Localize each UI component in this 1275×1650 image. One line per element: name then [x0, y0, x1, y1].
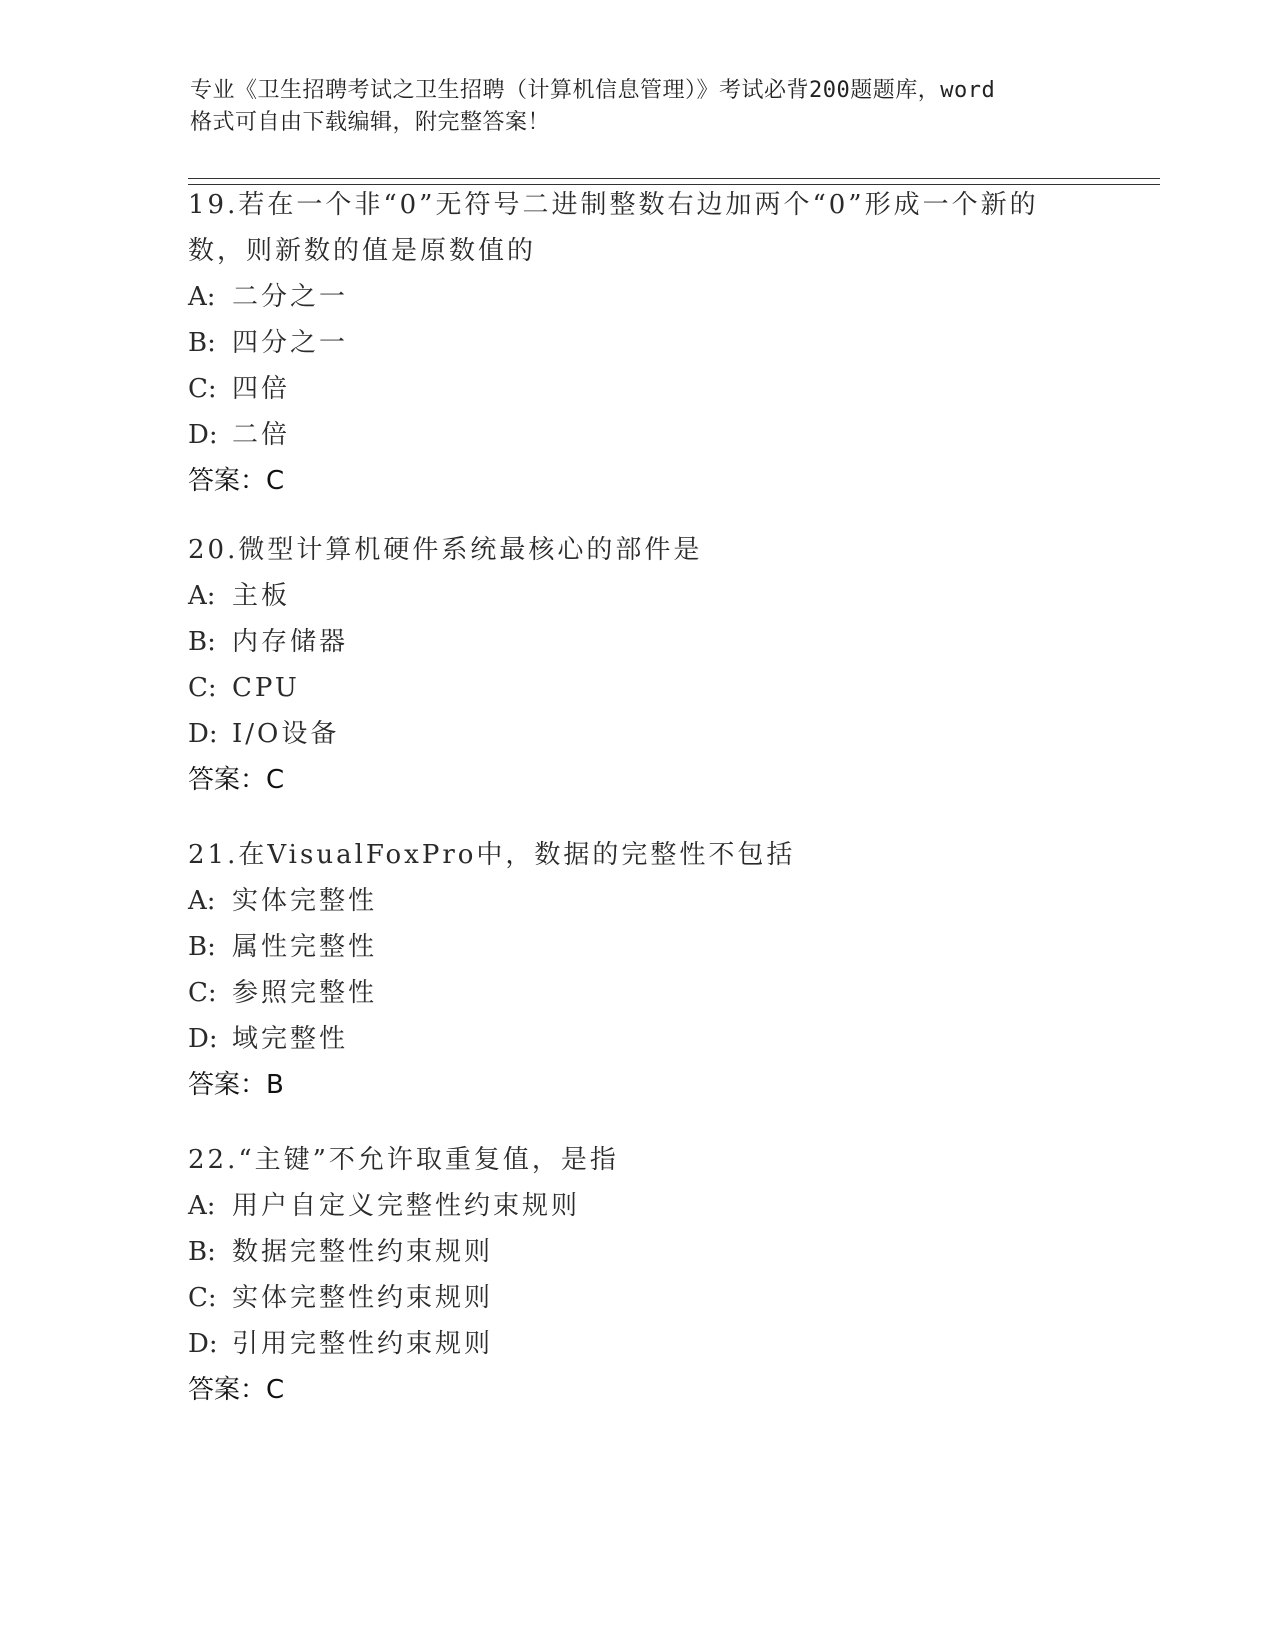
option-d: [188, 1321, 1088, 1367]
option-a: [188, 573, 1088, 619]
option-text: 二倍: [232, 420, 291, 450]
question-20: [188, 527, 1088, 803]
option-text: CPU: [232, 673, 300, 703]
option-d: [188, 412, 1088, 458]
option-letter: D:: [188, 719, 218, 749]
option-letter: A:: [188, 581, 216, 611]
option-b: [188, 924, 1088, 970]
answer-line: 答案：C: [188, 765, 285, 795]
option-letter: C:: [188, 978, 217, 1008]
option-letter: A:: [188, 282, 216, 312]
question-22: [188, 1137, 1088, 1413]
option-text: 实体完整性约束规则: [232, 1283, 494, 1313]
option-text: 域完整性: [232, 1024, 349, 1054]
option-letter: B:: [188, 328, 216, 358]
option-text: 引用完整性约束规则: [232, 1329, 494, 1359]
header-line-2: 格式可自由下载编辑，附完整答案！: [190, 110, 551, 135]
option-text: 属性完整性: [232, 932, 378, 962]
option-text: 主板: [232, 581, 291, 611]
question-stem-continued: 数，则新数的值是原数值的: [188, 236, 537, 266]
option-c: [188, 1275, 1088, 1321]
option-a: [188, 274, 1088, 320]
option-text: 数据完整性约束规则: [232, 1237, 494, 1267]
option-d: [188, 711, 1088, 757]
option-letter: B:: [188, 932, 216, 962]
option-letter: A:: [188, 886, 216, 916]
option-text: 参照完整性: [232, 978, 378, 1008]
option-a: [188, 1183, 1088, 1229]
option-c: [188, 970, 1088, 1016]
option-letter: C:: [188, 673, 217, 703]
option-b: [188, 320, 1088, 366]
question-stem: 19.若在一个非“0”无符号二进制整数右边加两个“0”形成一个新的: [188, 190, 1039, 220]
question-19: [188, 182, 1088, 504]
option-letter: A:: [188, 1191, 216, 1221]
option-a: [188, 878, 1088, 924]
option-text: I/O设备: [232, 719, 340, 749]
option-text: 四倍: [232, 374, 291, 404]
option-text: 实体完整性: [232, 886, 378, 916]
option-b: [188, 1229, 1088, 1275]
header-line-1: 专业《卫生招聘考试之卫生招聘（计算机信息管理）》考试必背200题题库，word: [190, 78, 996, 103]
question-stem: 20.微型计算机硬件系统最核心的部件是: [188, 535, 703, 565]
option-c: [188, 366, 1088, 412]
option-c: [188, 665, 1088, 711]
option-letter: C:: [188, 1283, 217, 1313]
option-letter: C:: [188, 374, 217, 404]
option-letter: D:: [188, 420, 218, 450]
option-letter: B:: [188, 627, 216, 657]
option-letter: D:: [188, 1329, 218, 1359]
option-text: 内存储器: [232, 627, 349, 657]
question-stem: 22.“主键”不允许取重复值，是指: [188, 1145, 619, 1175]
option-d: [188, 1016, 1088, 1062]
answer-line: 答案：B: [188, 1070, 284, 1100]
question-stem: 21.在VisualFoxPro中，数据的完整性不包括: [188, 840, 796, 870]
option-letter: B:: [188, 1237, 216, 1267]
document-header: [190, 75, 1090, 139]
question-21: [188, 832, 1088, 1108]
answer-line: 答案：C: [188, 1375, 285, 1405]
option-text: 四分之一: [232, 328, 349, 358]
option-letter: D:: [188, 1024, 218, 1054]
option-text: 用户自定义完整性约束规则: [232, 1191, 581, 1221]
option-b: [188, 619, 1088, 665]
answer-line: 答案：C: [188, 466, 285, 496]
option-text: 二分之一: [232, 282, 349, 312]
